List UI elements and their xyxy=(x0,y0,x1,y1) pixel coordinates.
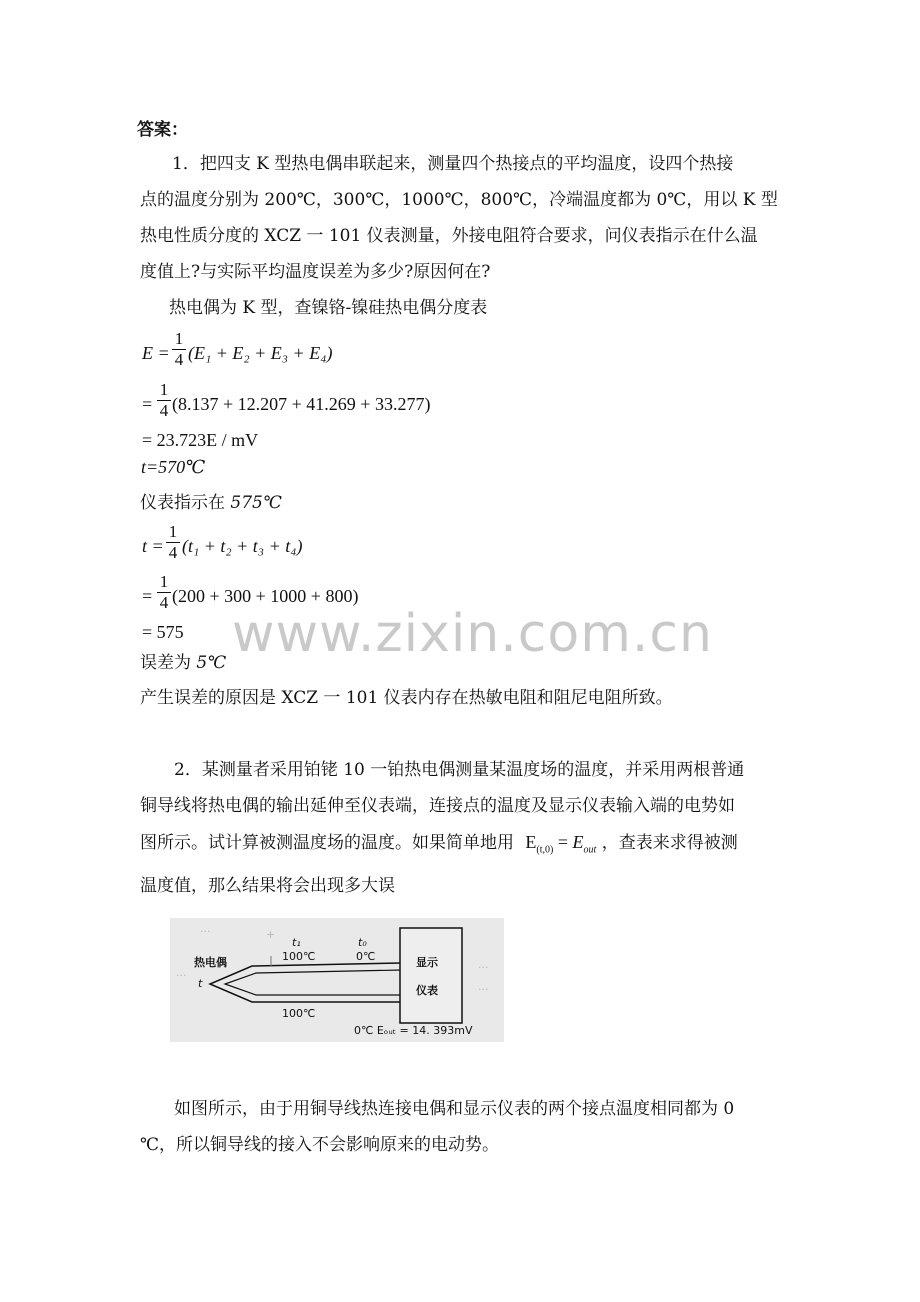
frac-num: 1 xyxy=(168,522,178,541)
eq6: = 575 xyxy=(142,622,184,642)
eq1-lhs: E = xyxy=(142,343,170,363)
formula-E: $E_{(t,0)} = E_{out}$ xyxy=(525,832,597,856)
frac-num: 1 xyxy=(159,572,169,591)
t1-temp: 100℃ xyxy=(282,950,316,963)
conclusion-line-1: 如图所示，由于用铜导线热连接电偶和显示仪表的两个接点温度相同都为 0 xyxy=(174,1099,735,1119)
frac-den: 4 xyxy=(159,593,169,612)
meter-reading: 0℃ Eₒᵤₜ = 14. 393mV xyxy=(354,1024,473,1037)
q1-line-1: 1．把四支 K 型热电偶串联起来，测量四个热接点的平均温度，设四个热接 xyxy=(172,154,734,174)
thermocouple-figure: ... + ... ... ... 热电偶 t t₁ 100℃ t₀ 0℃ 100℃ 显示 仪表 0℃ Eₒᵤₜ = 14. 393mV xyxy=(170,918,504,1042)
q2-line-4: 温度值，那么结果将会出现多大误 xyxy=(140,876,395,896)
eq2-equals: = xyxy=(142,394,153,414)
error-prefix: 误差为 xyxy=(140,653,197,673)
frac-den: 4 xyxy=(159,401,169,420)
meter-value: 575℃ xyxy=(230,493,282,513)
frac-num: 1 xyxy=(159,380,169,399)
answer-heading: 答案： xyxy=(137,120,188,140)
eq1-rhs: (E₁ + E₂ + E₃ + E₄) xyxy=(188,343,333,363)
frac-num: 1 xyxy=(174,329,184,348)
t-label: t xyxy=(198,977,203,990)
table-note: 热电偶为 K 型，查镍铬-镍硅热电偶分度表 xyxy=(169,298,488,318)
t-result: t=570℃ xyxy=(141,457,206,477)
thermocouple-label: 热电偶 xyxy=(194,956,227,969)
watermark: www.zixin.com.cn xyxy=(232,604,713,664)
conclusion-line-2: ℃，所以铜导线的接入不会影响原来的电动势。 xyxy=(140,1135,500,1155)
error-value: 5℃ xyxy=(196,653,227,673)
q1-line-3: 热电性质分度的 XCZ 一 101 仪表测量，外接电阻符合要求，问仪表指示在什么温 xyxy=(140,226,758,246)
frac-den: 4 xyxy=(168,543,178,562)
t0-label: t₀ xyxy=(358,936,367,949)
eq4-lhs: t = xyxy=(142,536,164,556)
q1-line-2: 点的温度分别为 200℃，300℃，1000℃，800℃，冷端温度都为 0℃，用以 K 型 xyxy=(140,190,778,210)
q2-line-3-text: 图所示。试计算被测温度场的温度。如果简单地用 xyxy=(140,833,514,853)
q1-line-4: 度值上?与实际平均温度误差为多少?原因何在? xyxy=(140,262,491,282)
t0-temp: 0℃ xyxy=(356,950,376,963)
meter-prefix: 仪表指示在 xyxy=(140,493,231,513)
q2-line-3 xyxy=(140,830,738,863)
q2-line-3-tail: ，查表来求得被测 xyxy=(601,833,738,853)
q2-line-2: 铜导线将热电偶的输出延伸至仪表端，连接点的温度及显示仪表输入端的电势如 xyxy=(140,796,735,816)
q2-line-1: 2．某测量者采用铂铑 10 一铂热电偶测量某温度场的温度，并采用两根普通 xyxy=(174,760,745,780)
eq3: = 23.723E / mV xyxy=(142,430,259,450)
eq5-rhs: (200 + 300 + 1000 + 800) xyxy=(172,586,359,606)
eq1-fraction xyxy=(172,330,186,369)
eq2-rhs: (8.137 + 12.207 + 41.269 + 33.277) xyxy=(172,394,431,414)
display-box-line2: 仪表 xyxy=(416,984,438,997)
t1-label: t₁ xyxy=(292,936,301,949)
meter-line xyxy=(140,491,282,515)
eq4-fraction xyxy=(166,523,180,562)
display-box-line1: 显示 xyxy=(416,956,438,969)
cause-line: 产生误差的原因是 XCZ 一 101 仪表内存在热敏电阻和阻尼电阻所致。 xyxy=(140,688,673,708)
eq4-rhs: (t₁ + t₂ + t₃ + t₄) xyxy=(182,536,303,556)
eq5-fraction xyxy=(157,573,171,612)
error-line xyxy=(140,651,226,675)
eq5-equals: = xyxy=(142,586,153,606)
bottom-temp: 100℃ xyxy=(282,1007,316,1020)
eq2-fraction xyxy=(157,381,171,420)
frac-den: 4 xyxy=(174,350,184,369)
